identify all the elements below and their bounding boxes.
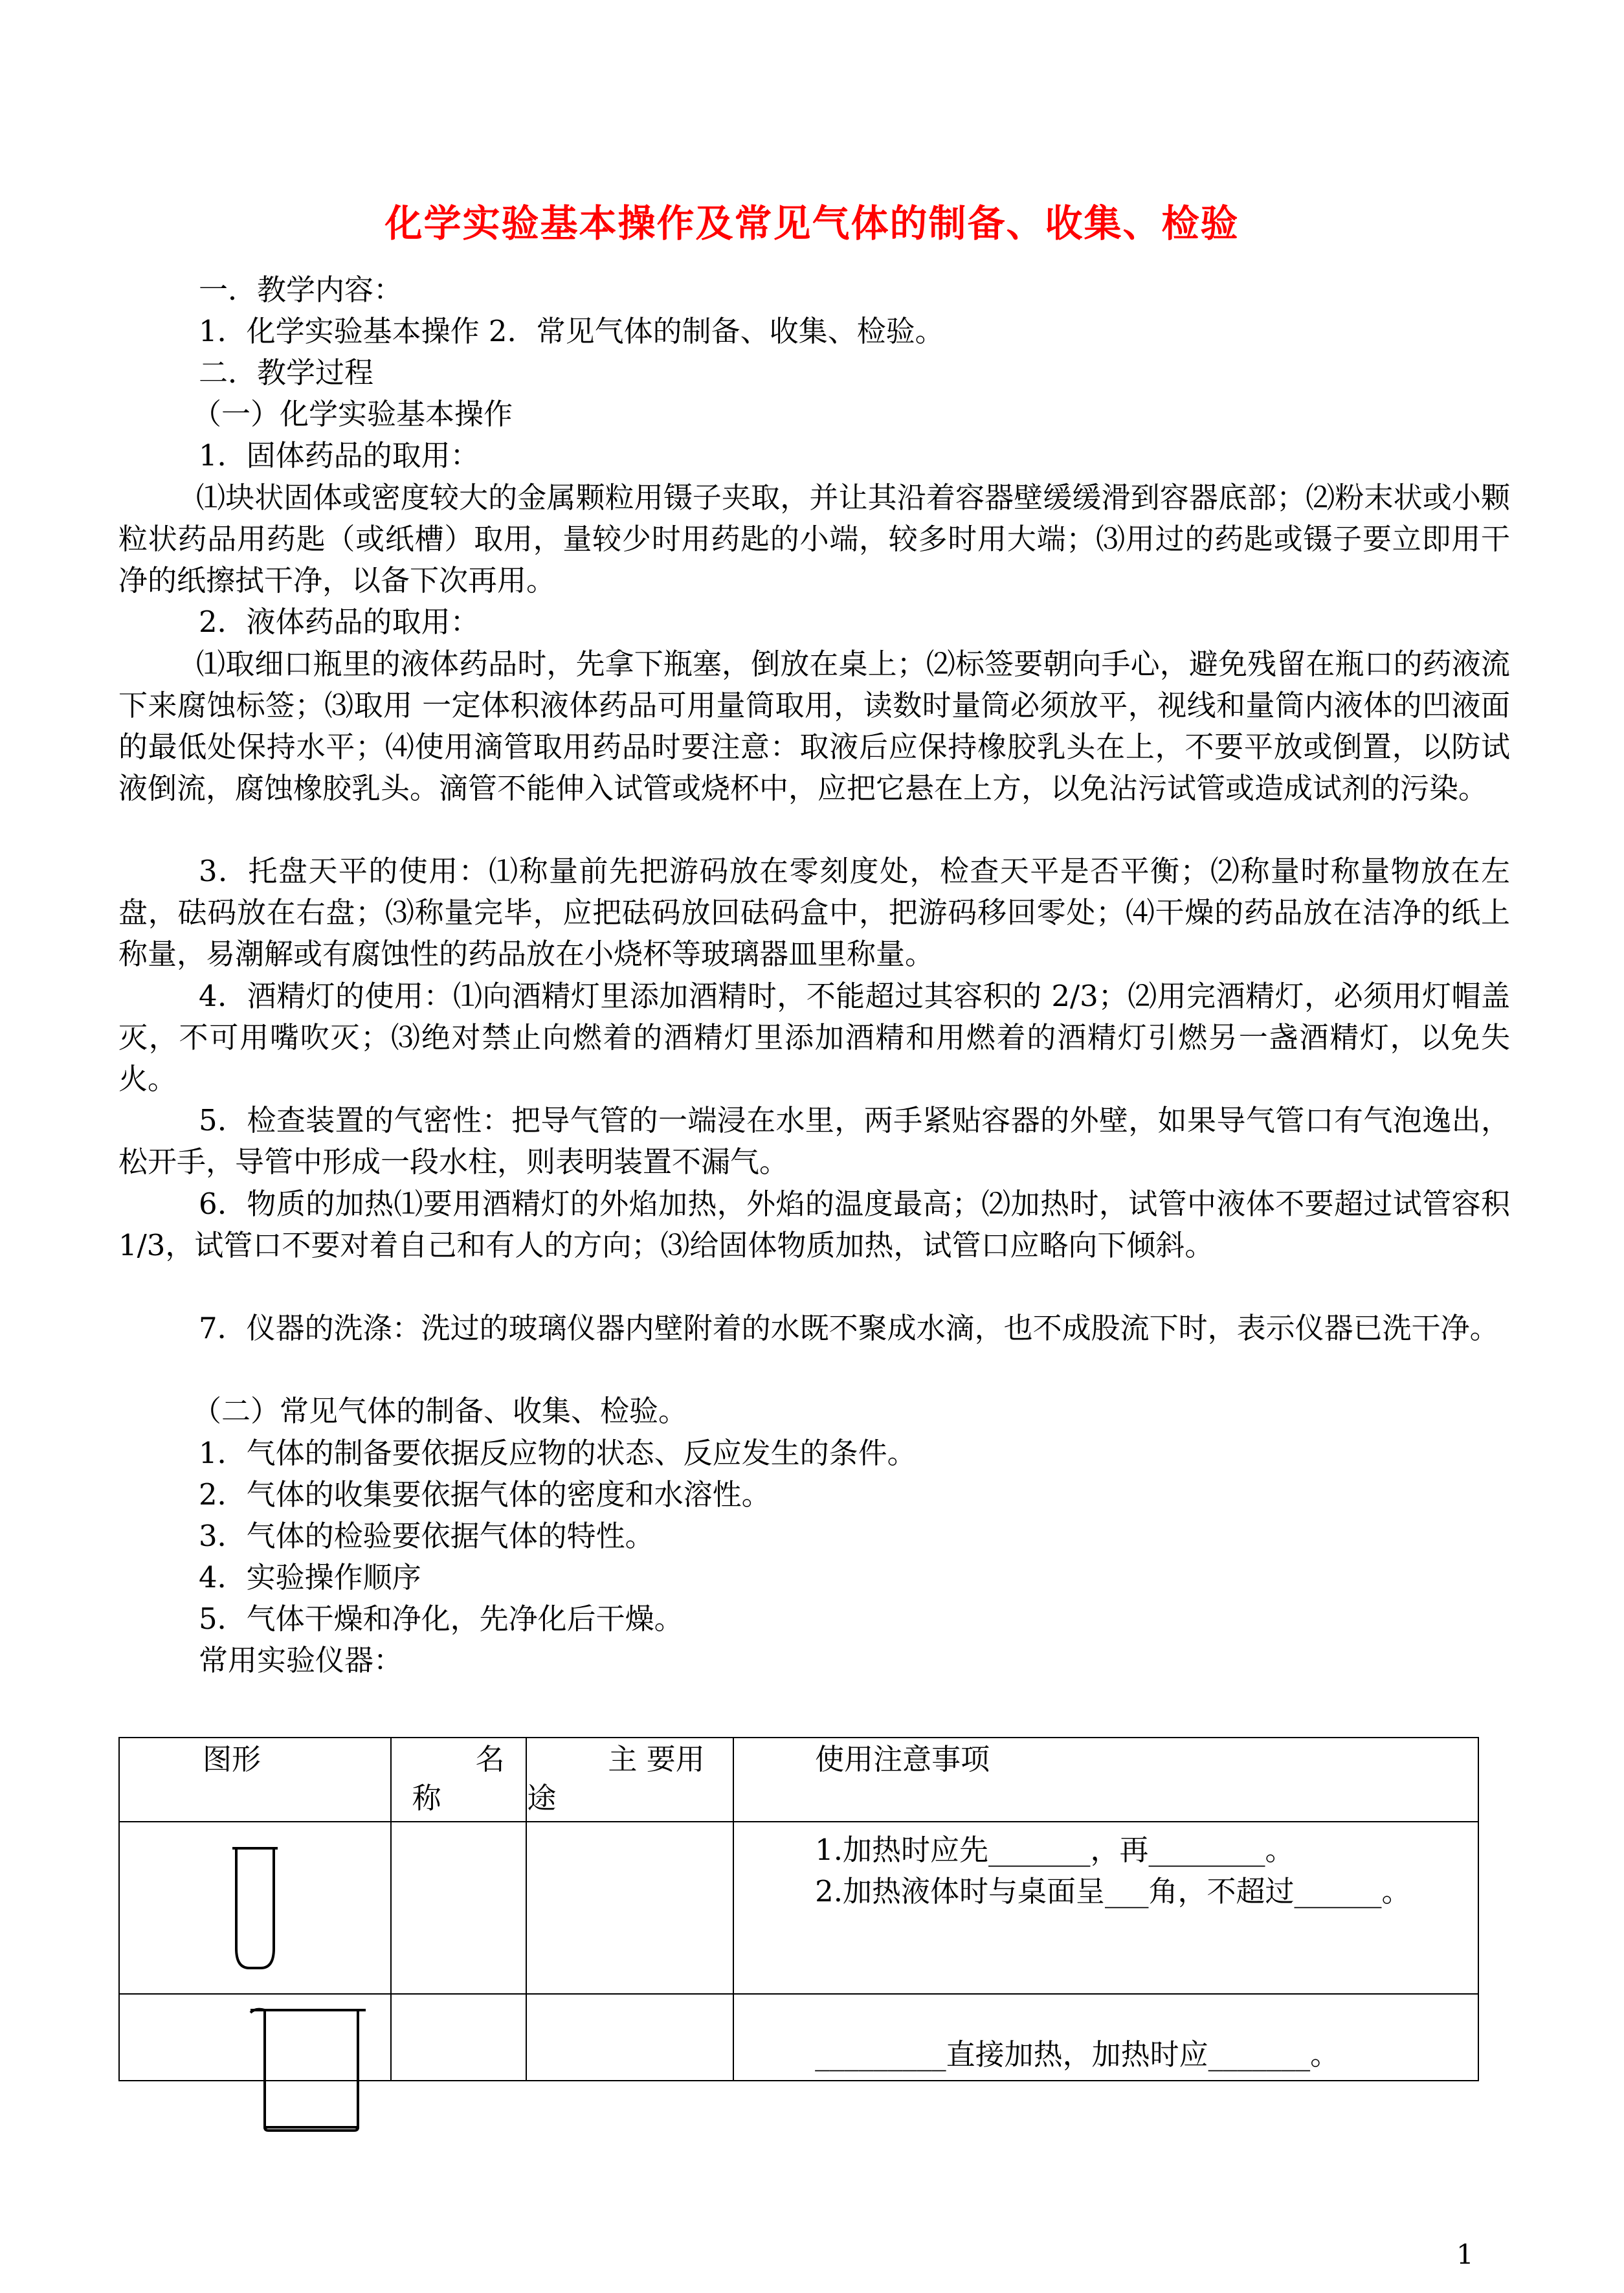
- subsection-1-heading: （一）化学实验基本操作: [192, 397, 513, 431]
- item-3-paragraph: 3．托盘天平的使用：⑴称量前先把游码放在零刻度处，检查天平是否平衡；⑵称量时称量物放在左盘，砝码放在右盘；⑶称量完毕，应把砝码放回砝码盒中，把游码移回零处；⑷干燥的药品放在洁净的纸上称量，易潮解或有腐蚀性的药品放在小烧杯等玻璃器皿里称量。: [118, 854, 1510, 971]
- row1-notes-cell: [733, 1822, 1478, 1994]
- gas-item-5: 5．气体干燥和净化，先净化后干燥。: [199, 1602, 684, 1636]
- item-6-paragraph: 6．物质的加热⑴要用酒精灯的外焰加热，外焰的温度最高；⑵加热时，试管中液体不要超过试管容积 1/3，试管口不要对着自己和有人的方向；⑶给固体物质加热，试管口应略向下倾斜。: [118, 1187, 1510, 1262]
- item-2-paragraph: ⑴取细口瓶里的液体药品时，先拿下瓶塞，倒放在桌上；⑵标签要朝向手心，避免残留在瓶口的药液流下来腐蚀标签；⑶取用 一定体积液体药品可用量筒取用，读数时量筒必须放平，视线和量筒内液体的凹液面的最低处保持水平；⑷使用滴管取用药品时要注意：取液后应保持橡胶乳头在上，不要平放或倒置，以防试液倒流，腐蚀橡胶乳头。滴管不能伸入试管或烧杯中，应把它悬在上方，以免沾污试管或造成试剂的污染。: [118, 647, 1510, 805]
- item-4-paragraph: 4．酒精灯的使用：⑴向酒精灯里添加酒精时，不能超过其容积的 2/3；⑵用完酒精灯，必须用灯帽盖灭，不可用嘴吹灭；⑶绝对禁止向燃着的酒精灯里添加酒精和用燃着的酒精灯引燃另一盏酒精灯，以免失火。: [118, 979, 1510, 1096]
- item-2-heading: 2．液体药品的取用：: [199, 605, 480, 639]
- row1-use-cell: [526, 1822, 733, 1994]
- gas-item-1: 1．气体的制备要依据反应物的状态、反应发生的条件。: [199, 1436, 917, 1470]
- item-5-paragraph: 5．检查装置的气密性：把导气管的一端浸在水里，两手紧贴容器的外壁，如果导气管口有气泡逸出，松开手，导管中形成一段水柱，则表明装置不漏气。: [118, 1103, 1510, 1179]
- section-1-heading: 一．教学内容：: [199, 273, 403, 307]
- instrument-table: [118, 1737, 1479, 2081]
- header-name-part-b: 称: [412, 1781, 441, 1815]
- row2-name-cell: [391, 1994, 527, 2081]
- header-notes-cell: [733, 1738, 1478, 1822]
- row2-notes-cell: [733, 1994, 1478, 2081]
- row2-shape-cell: [119, 1994, 391, 2081]
- section-1-body: 1．化学实验基本操作 2．常见气体的制备、收集、检验。: [199, 314, 944, 348]
- item-7-paragraph: 7．仪器的洗涤：洗过的玻璃仪器内壁附着的水既不聚成水滴，也不成股流下时，表示仪器已洗干净。: [199, 1311, 1499, 1345]
- test-tube-icon: [217, 1842, 295, 1978]
- item-1-heading: 1．固体药品的取用：: [199, 438, 480, 473]
- header-shape-cell: [119, 1738, 391, 1822]
- instruments-label: 常用实验仪器：: [199, 1643, 403, 1677]
- header-notes: 使用注意事项: [815, 1742, 990, 1776]
- section-2-heading: 二．教学过程: [199, 355, 374, 390]
- item-1-paragraph: ⑴块状固体或密度较大的金属颗粒用镊子夹取，并让其沿着容器壁缓缓滑到容器底部；⑵粉末状或小颗粒状药品用药匙（或纸槽）取用，量较少时用药匙的小端，较多时用大端；⑶用过的药匙或镊子要立即用干净的纸擦拭干净，以备下次再用。: [118, 480, 1510, 598]
- header-shape: 图形: [203, 1742, 261, 1776]
- page-title: 化学实验基本操作及常见气体的制备、收集、检验: [384, 201, 1240, 245]
- row1-name-cell: [391, 1822, 527, 1994]
- header-use-cell: [526, 1738, 733, 1822]
- header-name-part-a: 名: [475, 1742, 505, 1776]
- header-use-part-a: 主 要用: [608, 1742, 705, 1776]
- gas-item-2: 2．气体的收集要依据气体的密度和水溶性。: [199, 1477, 771, 1512]
- row1-note-2: 2.加热液体时与桌面呈___角，不超过______。: [815, 1874, 1411, 1908]
- beaker-icon: [243, 2001, 372, 2137]
- gas-item-4: 4．实验操作顺序: [199, 1560, 421, 1594]
- header-name-cell: [391, 1738, 527, 1822]
- page-number: 1: [1456, 2239, 1474, 2270]
- subsection-2-heading: （二）常见气体的制备、收集、检验。: [192, 1394, 688, 1428]
- row1-note-1: 1.加热时应先_______，再________。: [815, 1833, 1295, 1867]
- row2-use-cell: [526, 1994, 733, 2081]
- row2-note-1: _________直接加热，加热时应_______。: [815, 2037, 1340, 2072]
- row1-shape-cell: [119, 1822, 391, 1994]
- header-use-part-b: 途: [527, 1781, 557, 1815]
- gas-item-3: 3．气体的检验要依据气体的特性。: [199, 1519, 654, 1553]
